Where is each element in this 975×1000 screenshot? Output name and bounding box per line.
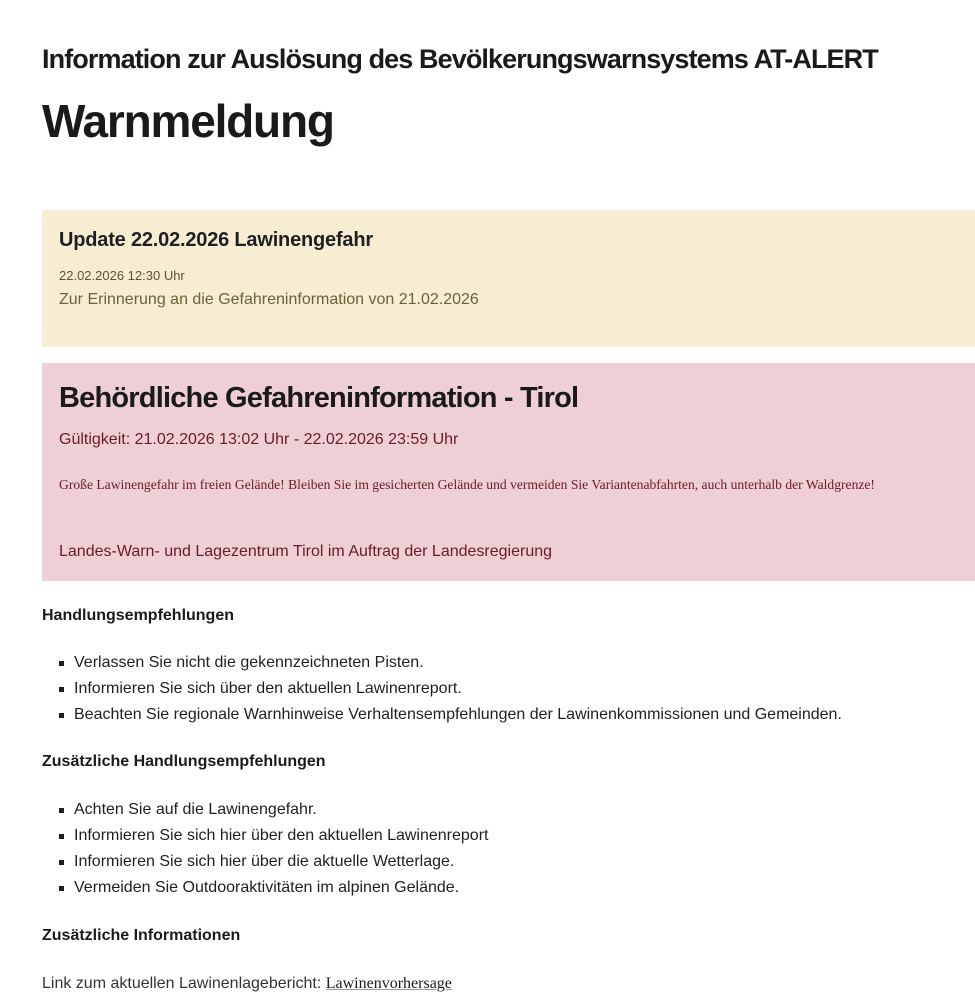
list-item	[42, 875, 488, 901]
page-title: Warnmeldung	[42, 95, 334, 147]
bullet-icon	[59, 886, 64, 891]
avalanche-forecast-link[interactable]: Lawinenvorhersage	[325, 975, 452, 992]
list-item	[42, 849, 488, 875]
list-item-text: Informieren Sie sich über den aktuellen Lawinenreport.	[74, 680, 462, 697]
bullet-icon	[59, 834, 64, 839]
list-item	[42, 797, 488, 823]
update-notice	[42, 210, 975, 347]
list-item-text: Beachten Sie regionale Warnhinweise Verhaltensempfehlungen der Lawinenkommissionen und Gemeinden.	[74, 706, 842, 723]
additional-info-heading: Zusätzliche Informationen	[42, 927, 241, 944]
list-item-text: Informieren Sie sich hier über die aktuelle Wetterlage.	[74, 853, 455, 870]
list-item	[42, 702, 842, 728]
warning-sender: Landes-Warn- und Lagezentrum Tirol im Auftrag der Landesregierung	[59, 543, 553, 560]
recommendations-list	[42, 650, 842, 728]
list-item	[42, 823, 488, 849]
list-item-text: Achten Sie auf die Lawinengefahr.	[74, 801, 317, 818]
additional-recommendations-heading: Zusätzliche Handlungsempfehlungen	[42, 753, 326, 770]
page-supertitle: Information zur Auslösung des Bevölkerungswarnsystems AT-ALERT	[42, 44, 878, 74]
list-item	[42, 676, 842, 702]
list-item	[42, 650, 842, 676]
warning-panel	[42, 363, 975, 581]
recommendations-heading: Handlungsempfehlungen	[42, 607, 234, 624]
additional-info-text: Link zum aktuellen Lawinenlagebericht:	[42, 975, 322, 992]
warning-title: Behördliche Gefahreninformation - Tirol	[59, 382, 579, 414]
bullet-icon	[59, 860, 64, 865]
update-title: Update 22.02.2026 Lawinengefahr	[59, 229, 373, 251]
additional-recommendations-list	[42, 797, 488, 901]
list-item-text: Vermeiden Sie Outdooraktivitäten im alpinen Gelände.	[74, 879, 460, 896]
bullet-icon	[59, 713, 64, 718]
additional-info-line	[42, 975, 452, 993]
bullet-icon	[59, 687, 64, 692]
update-timestamp: 22.02.2026 12:30 Uhr	[59, 268, 185, 283]
bullet-icon	[59, 808, 64, 813]
warning-message: Große Lawinengefahr im freien Gelände! Bleiben Sie im gesicherten Gelände und vermeiden Sie Variantenabfahrten, auch unterhalb der Waldgrenze!	[59, 477, 875, 492]
warning-validity: Gültigkeit: 21.02.2026 13:02 Uhr - 22.02.2026 23:59 Uhr	[59, 431, 459, 448]
update-text: Zur Erinnerung an die Gefahreninformation von 21.02.2026	[59, 291, 479, 308]
list-item-text: Informieren Sie sich hier über den aktuellen Lawinenreport	[74, 827, 489, 844]
bullet-icon	[59, 661, 64, 666]
list-item-text: Verlassen Sie nicht die gekennzeichneten Pisten.	[74, 654, 424, 671]
